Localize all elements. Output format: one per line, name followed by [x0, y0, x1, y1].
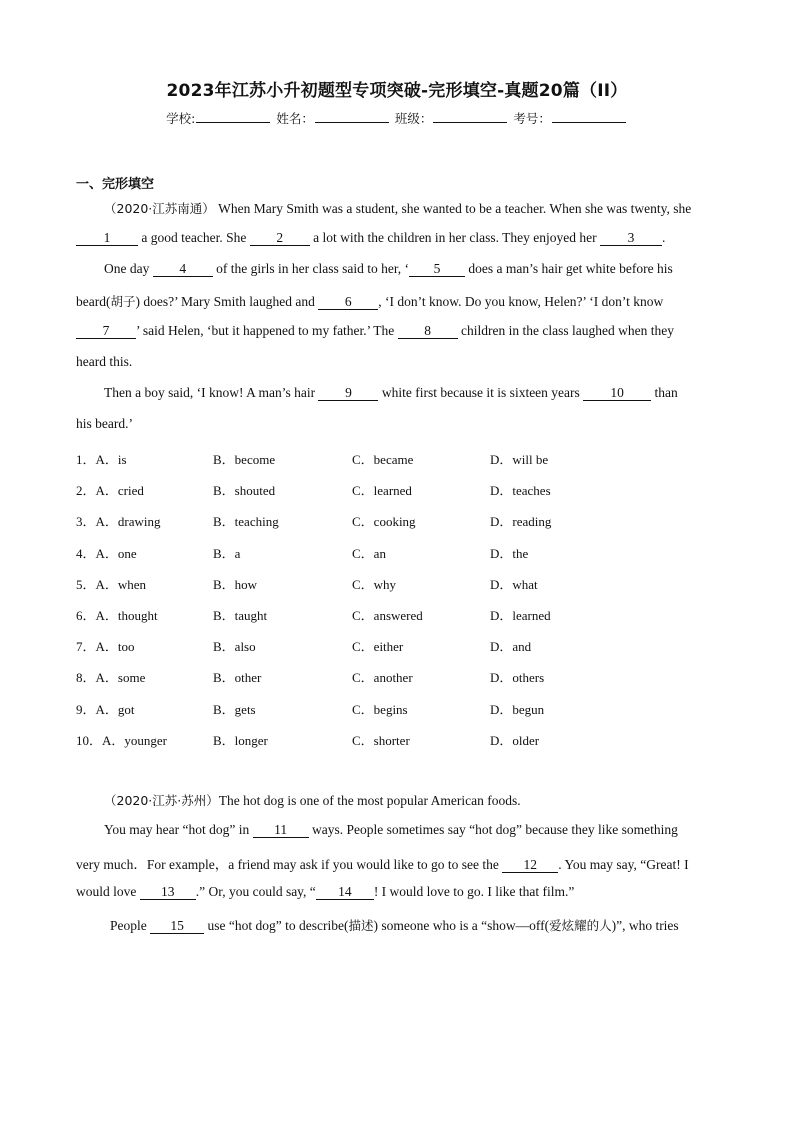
option-c: C．answered	[352, 608, 423, 623]
option-a	[76, 699, 135, 718]
option-a-text: A．too	[95, 639, 135, 655]
blank-5: 5	[409, 262, 465, 277]
question-number: 9．	[76, 701, 96, 717]
passage-text: You may hear “hot dog” in	[104, 822, 250, 837]
passage1-line: his beard.’	[76, 416, 133, 431]
school-label: 学校:	[166, 111, 196, 126]
question-number: 10．	[76, 732, 103, 748]
option-row	[76, 699, 716, 717]
option-c: C．an	[352, 545, 386, 561]
class-label: 班级：	[394, 111, 433, 126]
option-d: D．learned	[490, 608, 551, 623]
passage2-line	[104, 791, 521, 809]
option-a-text: A．younger	[102, 732, 168, 748]
option-b: B．teaching	[213, 514, 279, 530]
option-row	[76, 605, 716, 623]
option-b: B．shouted	[213, 483, 276, 499]
option-d: D．the	[490, 545, 529, 561]
question-number: 7．	[76, 639, 96, 655]
passage-text: very much．For example，a friend may ask if you would like to go to see the	[76, 857, 499, 872]
passage-text: does a man’s hair get white before his	[468, 261, 673, 276]
student-info-line	[0, 109, 794, 127]
passage-text: ways. People sometimes say “hot dog” because they like something	[311, 822, 678, 837]
option-d: D．will be	[490, 452, 549, 467]
option-d: D．begun	[490, 701, 545, 717]
passage1-source: （2020·江苏南通）	[104, 201, 215, 216]
option-a-text: A．drawing	[95, 514, 161, 530]
option-c: C．learned	[352, 483, 412, 499]
option-d: D．others	[490, 670, 545, 686]
option-a	[76, 636, 135, 655]
blank-10: 10	[583, 386, 651, 401]
passage-text: a good teacher. She	[141, 230, 247, 245]
blank-7: 7	[76, 324, 136, 339]
question-number: 2．	[76, 483, 96, 499]
passage-text: 爱炫耀的人	[549, 918, 612, 933]
option-a	[76, 449, 127, 468]
question-number: 8．	[76, 670, 96, 686]
passage-text: 胡子	[110, 294, 136, 309]
blank-15: 15	[150, 919, 204, 934]
school-blank	[196, 110, 270, 123]
option-c: C．why	[352, 576, 397, 592]
passage-text: People	[110, 918, 147, 933]
blank-12: 12	[502, 858, 558, 873]
passage-text: ! I would love to go. I like that film.”	[373, 884, 575, 899]
option-row	[76, 667, 716, 685]
blank-3: 3	[600, 231, 662, 246]
option-a-text: A．thought	[95, 608, 158, 623]
blank-11: 11	[253, 823, 309, 838]
option-d: D．reading	[490, 514, 552, 530]
option-row	[76, 480, 716, 498]
blank-8: 8	[398, 324, 458, 339]
option-d: D．teaches	[490, 483, 551, 499]
option-a-text: A．got	[95, 701, 135, 717]
option-row	[76, 730, 716, 748]
option-c: C．begins	[352, 701, 408, 717]
passage1-line	[76, 292, 663, 310]
passage-text: white first because it is sixteen years	[381, 385, 580, 400]
name-blank	[315, 110, 389, 123]
option-a	[76, 480, 144, 499]
option-b: B．longer	[213, 732, 268, 748]
passage-text: The hot dog is one of the most popular American foods.	[218, 793, 521, 808]
option-b: B．how	[213, 576, 258, 592]
option-row	[76, 449, 716, 467]
option-a	[76, 605, 158, 624]
option-b: B．gets	[213, 701, 256, 717]
question-number: 4．	[76, 545, 96, 561]
option-a-text: A．cried	[95, 483, 144, 499]
option-row	[76, 636, 716, 654]
option-b: B．a	[213, 545, 241, 561]
option-d: D．what	[490, 576, 538, 592]
option-a	[76, 543, 137, 562]
blank-13: 13	[140, 885, 196, 900]
passage-text: When Mary Smith was a student, she wanted to be a teacher. When she was twenty, she	[218, 201, 692, 216]
passage-text: ) does?’ Mary Smith laughed and	[135, 294, 315, 309]
question-number: 3．	[76, 514, 96, 530]
section-heading: 一、完形填空	[76, 177, 155, 192]
option-c: C．became	[352, 452, 414, 467]
option-c: C．shorter	[352, 732, 410, 748]
blank-6: 6	[318, 295, 378, 310]
passage-text: .” Or, you could say, “	[195, 884, 316, 899]
passage-text: One day	[104, 261, 150, 276]
option-a-text: A．some	[95, 670, 146, 686]
passage1-line	[104, 199, 691, 217]
option-a	[76, 667, 145, 686]
question-number: 6．	[76, 608, 96, 623]
passage2-source: （2020·江苏·苏州）	[104, 793, 219, 808]
exam-number-label: 考号：	[513, 111, 551, 126]
option-b: B．become	[213, 452, 276, 467]
option-b: B．also	[213, 639, 256, 655]
passage-text: )”, who tries	[611, 918, 679, 933]
option-a	[76, 574, 146, 593]
passage-text: Then a boy said, ‘I know! A man’s hair	[104, 385, 316, 400]
blank-4: 4	[153, 262, 213, 277]
passage2-line	[104, 822, 678, 838]
passage-text: children in the class laughed when they	[461, 323, 674, 338]
passage1-line	[104, 385, 678, 401]
blank-9: 9	[318, 386, 378, 401]
option-c: C．either	[352, 639, 404, 655]
passage-text: than	[654, 385, 678, 400]
passage-text: . You may say, “Great! I	[558, 857, 689, 872]
option-d: D．and	[490, 639, 532, 655]
passage-text: use “hot dog” to describe(	[207, 918, 349, 933]
passage1-line: heard this.	[76, 354, 133, 369]
blank-14: 14	[316, 885, 374, 900]
passage-text: ) someone who is a “show—off(	[373, 918, 550, 933]
passage-text: beard(	[76, 294, 111, 309]
passage-text: of the girls in her class said to her, ‘	[216, 261, 410, 276]
passage-text: a lot with the children in her class. They enjoyed her	[313, 230, 597, 245]
exam-number-blank	[552, 110, 626, 123]
passage2-line	[76, 853, 689, 873]
name-label: 姓名：	[276, 111, 314, 126]
blank-1: 1	[76, 231, 138, 246]
document-title: 2023年江苏小升初题型专项突破-完形填空-真题20篇（II）	[166, 81, 628, 101]
passage1-line	[76, 323, 674, 339]
option-a-text: A．one	[95, 545, 137, 561]
option-c: C．another	[352, 670, 413, 686]
option-row	[76, 511, 716, 529]
passage2-line	[76, 884, 574, 900]
option-a	[76, 511, 161, 530]
option-row	[76, 543, 716, 561]
passage-text: .	[662, 230, 666, 245]
passage1-line	[104, 261, 673, 277]
passage-text: would love	[76, 884, 137, 899]
passage-text: ’ said Helen, ‘but it happened to my father.’ The	[136, 323, 395, 338]
option-a-text: A．when	[95, 576, 147, 592]
passage-text: , ‘I don’t know. Do you know, Helen?’ ‘I don’t know	[378, 294, 664, 309]
option-d: D．older	[490, 732, 540, 748]
passage2-line	[110, 916, 679, 934]
option-c: C．cooking	[352, 514, 416, 530]
question-number: 5．	[76, 576, 96, 592]
blank-2: 2	[250, 231, 310, 246]
option-b: B．taught	[213, 608, 268, 623]
question-number: 1．	[76, 452, 96, 467]
option-row	[76, 574, 716, 592]
passage-text: 描述	[348, 918, 374, 933]
option-a-text: A．is	[95, 452, 127, 467]
class-blank	[433, 110, 507, 123]
option-b: B．other	[213, 670, 262, 686]
option-a	[76, 730, 167, 749]
passage1-line	[76, 230, 665, 246]
